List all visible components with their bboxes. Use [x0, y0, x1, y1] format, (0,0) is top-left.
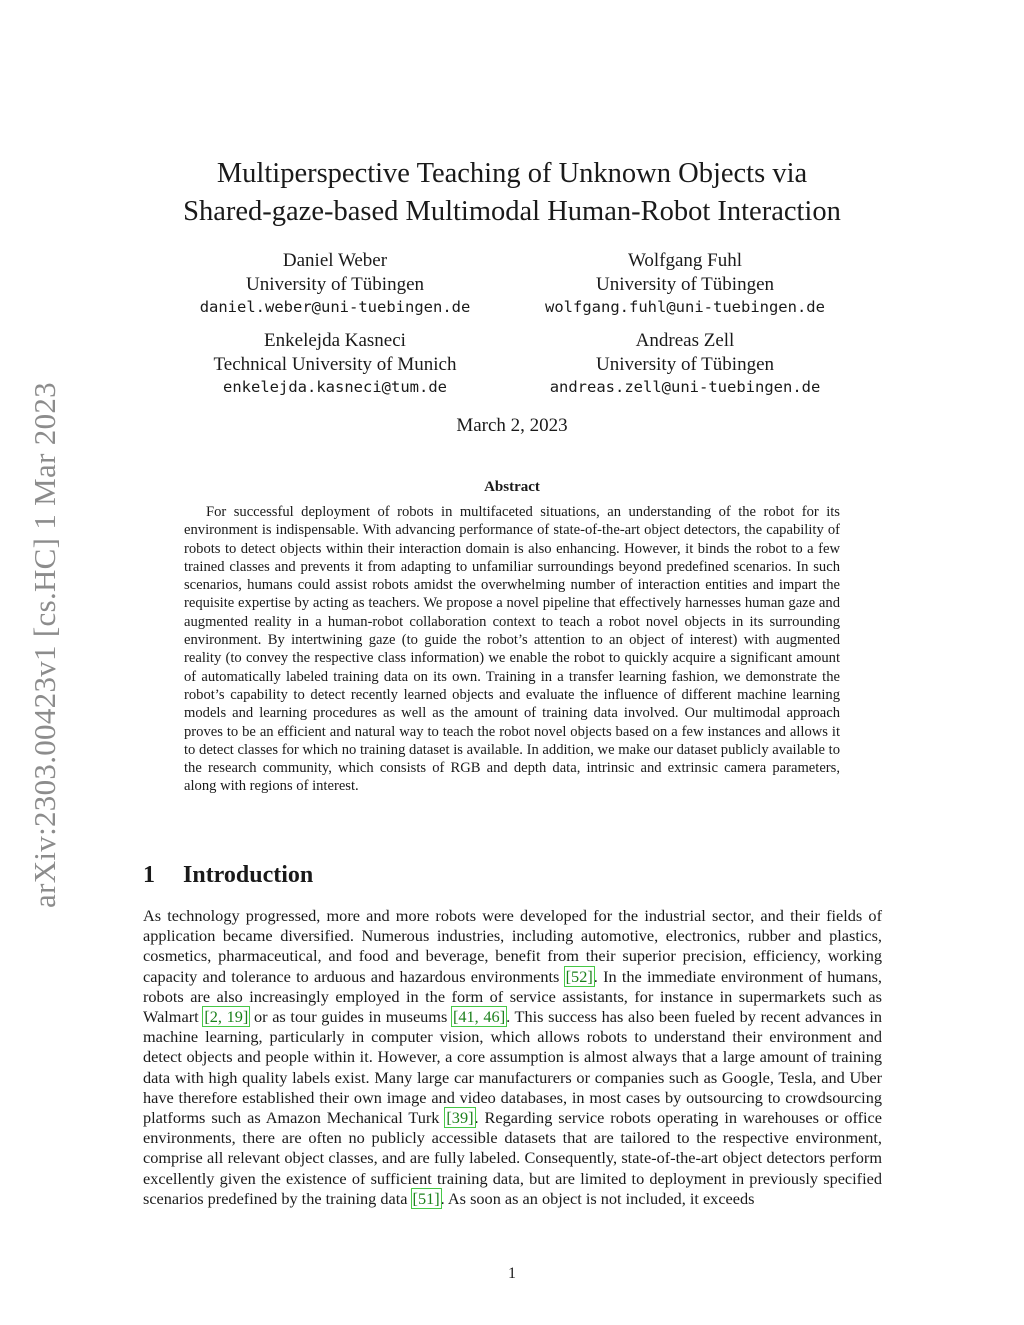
author-email[interactable]: andreas.zell@uni-tuebingen.de [549, 378, 821, 396]
author-name: Wolfgang Fuhl [627, 250, 743, 271]
author-block [510, 329, 860, 400]
author-name: Enkelejda Kasneci [264, 330, 406, 351]
intro-paragraph [143, 906, 882, 1209]
citation-link[interactable]: [39] [446, 1108, 474, 1128]
arxiv-identifier: arXiv:2303.00423v1 [cs.HC] 1 Mar 2023 [27, 382, 62, 908]
author-affiliation: University of Tübingen [245, 273, 424, 295]
body-text-segment: As technology progressed, more and more robots were developed for the industrial sector, and their fields of application became diversified. Numerous industries, including automotive, electronics, rubber and plastics, cosmetics, pharmaceutical, and food and beverage, benefit from their superior precision, efficiency, working capacity and tolerance to arduous and hazardous environments [143, 906, 882, 986]
author-name: Andreas Zell [635, 330, 735, 351]
publication-date: March 2, 2023 [456, 415, 568, 436]
body-text-segment: . As soon as an object is not included, it exceeds [440, 1188, 755, 1208]
author-email[interactable]: wolfgang.fuhl@uni-tuebingen.de [545, 298, 825, 316]
author-email[interactable]: daniel.weber@uni-tuebingen.de [199, 298, 471, 316]
arxiv-identifier-margin [22, 360, 68, 930]
author-block [510, 249, 860, 320]
abstract-text: For successful deployment of robots in multifaceted situations, an understanding of the robot for its environment is indispensable. With advancing performance of state-of-the-art object detectors, the capability of robots to detect objects within their interaction domain is also enhancing. However, it binds the robot to a few trained classes and prevents it from adapting to unfamiliar surroundings beyond predefined scenarios. In such scenarios, humans could assist robots amidst the overwhelming number of interaction entities and impart the requisite expertise by acting as teachers. We propose a novel pipeline that effectively harnesses human gaze and augmented reality in a human-robot collaboration context to teach a robot novel objects in its surrounding environment. By intertwining gaze (to guide the robot’s attention to an object of interest) with augmented reality (to convey the respective class information) we enable the robot to quickly acquire a significant amount of automatically labeled training data on its own. Training in a transfer learning fashion, we demonstrate the robot’s capability to detect recently learned objects and evaluate the influence of different machine learning models and learning procedures as well as the amount of training data involved. Our multimodal approach proves to be an efficient and natural way to teach the robot novel objects based on a few instances and allows it to detect classes for which no training dataset is available. In addition, we make our dataset publicly available to the research community, which consists of RGB and depth data, intrinsic and extrinsic camera parameters, along with regions of interest. [184, 504, 840, 795]
author-block [160, 249, 510, 320]
author-affiliation: University of Tübingen [595, 353, 774, 375]
abstract-heading: Abstract [484, 479, 540, 495]
body-text-segment: . Regarding service robots operating in warehouses or office environments, there are often no publicly accessible datasets that are tailored to the respective environment, comprise all relevant object classes, and are fully labeled. Consequently, state-of-the-art object detectors perform excellently given the existence of sufficient training data, but are limited to deployment in previously specified scenarios predefined by the training data [143, 1108, 883, 1208]
section-title: Introduction [183, 862, 314, 888]
body-text-segment: or as tour guides in museums [249, 1007, 452, 1027]
citation-link[interactable]: [51] [412, 1188, 440, 1208]
title-line-1: Multiperspective Teaching of Unknown Objects via [216, 158, 808, 189]
section-number: 1 [143, 862, 155, 888]
author-email[interactable]: enkelejda.kasneci@tum.de [223, 378, 447, 396]
citation-link[interactable]: [2, 19] [204, 1007, 249, 1027]
section-heading [143, 862, 313, 889]
paper-title [140, 155, 884, 231]
page-number: 1 [508, 1265, 516, 1282]
author-name: Daniel Weber [282, 250, 388, 271]
title-line-2: Shared-gaze-based Multimodal Human-Robot Interaction [183, 196, 841, 227]
author-affiliation: Technical University of Munich [213, 353, 457, 375]
author-affiliation: University of Tübingen [595, 273, 774, 295]
body-text-segment: . This success has also been fueled by recent advances in machine learning, particularly in computer vision, which allows robots to understand their environment and detect objects and people within it. However, a core assumption is almost always that a large amount of training data with high quality labels exist. Many large car manufacturers or companies such as Google, Tesla, and Uber have therefore established their own image and video databases, in most cases by outsourcing to crowdsourcing platforms such as Amazon Mechanical Turk [143, 1007, 883, 1128]
author-block [160, 329, 510, 400]
citation-link[interactable]: [41, 46] [452, 1007, 506, 1027]
citation-link[interactable]: [52] [565, 966, 593, 986]
body-text-segment: . In the immediate environment of humans, robots are also increasingly employed in the form of service assistants, for instance in supermarkets such as Walmart [143, 966, 882, 1027]
